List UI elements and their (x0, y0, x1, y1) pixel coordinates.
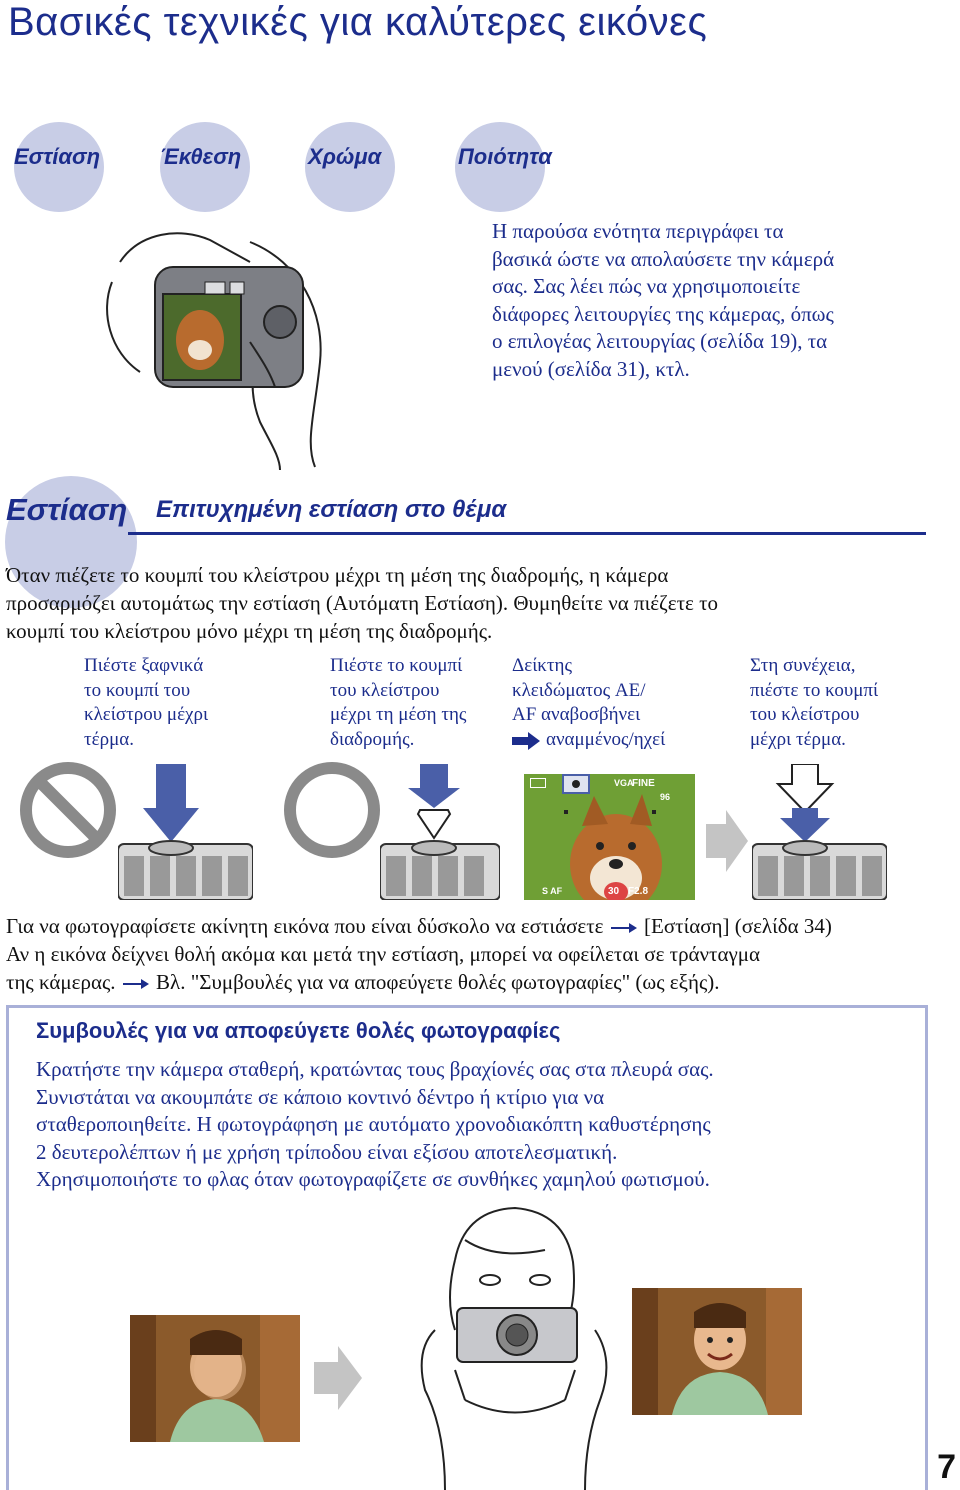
step-line: μέχρι τη μέση της (330, 704, 467, 725)
note-page-reference: [Εστίαση] (σελίδα 34) (644, 914, 832, 938)
lock-dot (572, 780, 580, 788)
step-line: Πιέστε το κουμπί (330, 655, 463, 676)
tip-line: Συνιστάται να ακουμπάτε σε κάποιο κοντινό δέντρο ή κτίριο για να (36, 1084, 605, 1109)
tab-quality: Ποιότητα (458, 144, 552, 169)
step-3-text (512, 654, 665, 752)
shutter-full-press-final-illustration (752, 764, 887, 900)
hands-camera-illustration (100, 222, 340, 470)
lcd-shutter-speed: 30 (608, 886, 620, 897)
sharp-photo (632, 1288, 802, 1415)
note-line-1 (6, 912, 946, 940)
step-line: πιέστε το κουμπί (750, 679, 879, 701)
step-line (512, 728, 665, 753)
tip-line: Κρατήστε την κάμερα σταθερή, κρατώντας τους βραχίονές σας στα πλευρά σας. (36, 1057, 714, 1081)
person-holding-camera-illustration (395, 1200, 615, 1490)
tab-color: Χρώμα (308, 144, 382, 169)
tips-body (36, 1056, 916, 1194)
notes (6, 912, 946, 996)
section-label: Εστίαση (6, 492, 128, 527)
tab-exposure: Έκθεση (160, 144, 242, 169)
tip-line: Χρησιμοποιήστε το φλας όταν φωτογραφίζετε σε συνθήκες χαμηλού φωτισμού. (36, 1167, 710, 1191)
lcd-shots-remaining: 96 (660, 792, 671, 802)
ae-af-lock-indicator (562, 774, 590, 794)
note-text: της κάμερας. (6, 970, 116, 994)
step-line: διαδρομής. (330, 728, 415, 750)
tip-line: 2 δευτερολέπτων ή με χρήση τρίποδου είναι εξίσου αποτελεσματική. (36, 1139, 618, 1164)
paragraph-line: κουμπί του κλείστρου μόνο μέχρι τη μέση της διαδρομής. (6, 619, 493, 643)
result-arrow-gray-icon (314, 1346, 362, 1410)
step-line-text: αναμμένος/ηχεί (546, 728, 666, 750)
arrow-right-icon (123, 978, 149, 990)
lcd-aperture: F2.8 (628, 886, 649, 897)
step-line: Στη συνέχεια, (750, 655, 856, 676)
intro-line: βασικά ώστε να απολαύσετε την κάμερά (492, 246, 835, 271)
step-line: AF αναβοσβήνει (512, 704, 641, 725)
lcd-quality: FINE (632, 778, 655, 789)
page-title: Βασικές τεχνικές για καλύτερες εικόνες (8, 0, 708, 44)
intro-line: ο επιλογέας λειτουργίας (σελίδα 19), τα (492, 329, 828, 353)
step-line: μέχρι τέρμα. (750, 728, 846, 750)
intro-line: σας. Σας λέει πώς να χρησιμοποιείτε (492, 274, 801, 298)
step-line: του κλείστρου (750, 704, 860, 725)
step-line: Πιέστε ξαφνικά (84, 655, 204, 676)
intro-text (492, 218, 932, 383)
intro-line: Η παρούσα ενότητα περιγράφει τα (492, 219, 784, 243)
intro-line: μενού (σελίδα 31), κτλ. (492, 356, 690, 381)
battery-icon (530, 778, 546, 788)
arrow-right-icon (611, 922, 637, 934)
blurry-photo (130, 1315, 300, 1442)
note-line-3 (6, 968, 946, 996)
step-2-text (330, 654, 466, 752)
paragraph-line: Όταν πιέζετε το κουμπί του κλείστρου μέχρι τη μέση της διαδρομής, η κάμερα (6, 563, 669, 587)
note-line-2: Αν η εικόνα δείχνει θολή ακόμα και μετά την εστίαση, μπορεί να οφείλεται σε τράνταγμα (6, 942, 761, 966)
note-text: Βλ. "Συμβουλές για να αποφεύγετε θολές φωτογραφίες" (ως εξής). (156, 970, 720, 994)
step-line: τέρμα. (84, 728, 134, 750)
lcd-image-size: VGA (614, 778, 634, 788)
section-heading: Επιτυχημένη εστίαση στο θέμα (156, 496, 507, 523)
shutter-half-press-illustration (380, 764, 500, 900)
step-line: κλείστρου μέχρι (84, 704, 209, 725)
note-text: Για να φωτογραφίσετε ακίνητη εικόνα που είναι δύσκολο να εστιάσετε (6, 914, 604, 938)
next-step-arrow-icon (706, 810, 748, 872)
step-line: του κλείστρου (330, 679, 440, 701)
tab-focus: Εστίαση (14, 144, 101, 169)
section-rule (128, 532, 926, 535)
lcd-preview (524, 774, 695, 900)
intro-line: διάφορες λειτουργίες της κάμερας, όπως (492, 301, 834, 326)
shutter-full-press-illustration (118, 764, 253, 900)
step-line: Δείκτης (512, 655, 572, 676)
step-line: κλειδώματος AE/ (512, 679, 646, 701)
tips-title: Συμβουλές για να αποφεύγετε θολές φωτογραφίες (36, 1018, 561, 1043)
section-paragraph (6, 561, 946, 645)
page-number: 7 (937, 1448, 956, 1486)
step-4-text (750, 654, 878, 752)
prohibited-icon (18, 760, 118, 860)
tip-line: σταθεροποιηθείτε. Η φωτογράφηση με αυτόματο χρονοδιακόπτη καθυστέρησης (36, 1112, 711, 1136)
step-1-text (84, 654, 208, 752)
ok-circle-icon (282, 760, 382, 860)
lcd-af-mode: S AF (542, 886, 563, 896)
result-arrow-icon (512, 732, 540, 750)
paragraph-line: προσαρμόζει αυτομάτως την εστίαση (Αυτόματη Εστίαση). Θυμηθείτε να πιέζετε το (6, 591, 719, 615)
step-line: το κουμπί του (84, 679, 191, 701)
